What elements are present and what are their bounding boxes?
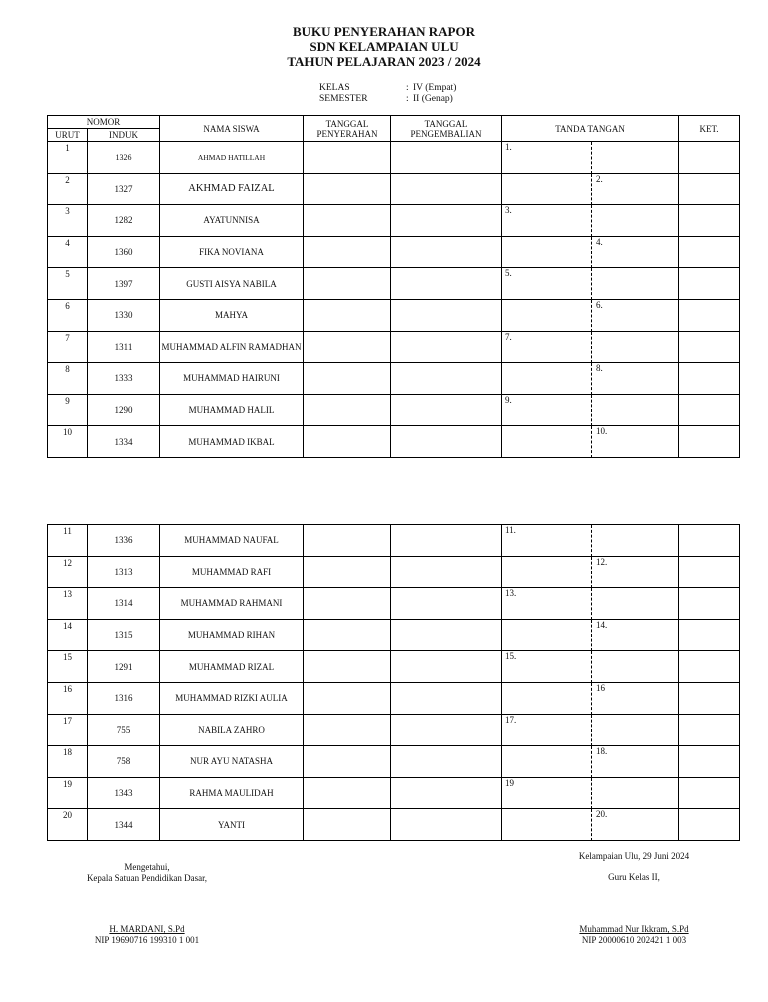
row-tgl-penyerahan[interactable] [304, 205, 391, 237]
row-nama: MUHAMMAD RIHAN [160, 619, 304, 651]
row-nama: NABILA ZAHRO [160, 714, 304, 746]
row-urut: 17 [48, 714, 88, 746]
row-signature[interactable] [502, 746, 679, 778]
table-row [48, 426, 740, 458]
table-row [48, 556, 740, 588]
signature-number: 13. [505, 588, 517, 599]
table-row [48, 588, 740, 620]
table-row [48, 236, 740, 268]
signature-divider [591, 651, 592, 683]
row-ket[interactable] [679, 142, 740, 174]
table-row [48, 363, 740, 395]
col-nama: NAMA SISWA [160, 116, 304, 142]
footer-headmaster-title: Kepala Satuan Pendidikan Dasar, [86, 873, 208, 883]
row-nama: RAHMA MAULIDAH [160, 777, 304, 809]
row-nama: MUHAMMAD NAUFAL [160, 525, 304, 557]
row-tgl-penyerahan[interactable] [304, 331, 391, 363]
row-tgl-penyerahan[interactable] [304, 299, 391, 331]
row-ket[interactable] [679, 268, 740, 300]
row-nama: MUHAMMAD IKBAL [160, 426, 304, 458]
title-line-1: BUKU PENYERAHAN RAPOR [293, 24, 475, 39]
colon: : [406, 94, 409, 104]
row-induk: 755 [88, 714, 160, 746]
row-tgl-pengembalian[interactable] [391, 205, 502, 237]
row-tgl-penyerahan[interactable] [304, 714, 391, 746]
col-tgl-penyerahan [304, 116, 391, 142]
table-part-1 [47, 115, 740, 458]
row-urut: 18 [48, 746, 88, 778]
signature-divider [591, 683, 592, 715]
signature-number: 16 [596, 682, 605, 693]
signature-number: 5. [505, 268, 512, 279]
signature-number: 14. [596, 619, 608, 630]
table-row [48, 205, 740, 237]
signature-divider [591, 237, 592, 269]
row-urut: 3 [48, 205, 88, 237]
signature-number: 10. [596, 426, 608, 437]
signature-number: 17. [505, 714, 517, 725]
row-tgl-pengembalian[interactable] [391, 299, 502, 331]
row-tgl-pengembalian[interactable] [391, 426, 502, 458]
row-induk: 1316 [88, 682, 160, 714]
row-tgl-penyerahan[interactable] [304, 236, 391, 268]
row-tgl-pengembalian[interactable] [391, 809, 502, 841]
row-urut: 15 [48, 651, 88, 683]
row-ket[interactable] [679, 777, 740, 809]
row-ket[interactable] [679, 714, 740, 746]
row-tgl-penyerahan[interactable] [304, 268, 391, 300]
row-tgl-pengembalian[interactable] [391, 619, 502, 651]
row-tgl-penyerahan[interactable] [304, 619, 391, 651]
row-induk: 1333 [88, 363, 160, 395]
teacher-nip: NIP 20000610 202421 1 003 [581, 935, 687, 945]
row-induk: 1330 [88, 299, 160, 331]
footer-date: Kelampaian Ulu, 29 Juni 2024 [578, 851, 690, 861]
signature-divider [591, 746, 592, 778]
col-tanda-tangan: TANDA TANGAN [502, 116, 679, 142]
row-nama: MUHAMMAD RIZKI AULIA [160, 682, 304, 714]
row-signature[interactable] [502, 682, 679, 714]
row-ket[interactable] [679, 809, 740, 841]
row-induk: 1344 [88, 809, 160, 841]
title-line-2: SDN KELAMPAIAN ULU [309, 39, 459, 54]
kelas-label: KELAS [319, 83, 350, 93]
signature-number: 19 [505, 777, 514, 788]
row-nama: MUHAMMAD ALFIN RAMADHAN [160, 331, 304, 363]
row-signature[interactable] [502, 236, 679, 268]
row-tgl-pengembalian[interactable] [391, 236, 502, 268]
row-signature[interactable] [502, 205, 679, 237]
row-tgl-pengembalian[interactable] [391, 682, 502, 714]
row-tgl-pengembalian[interactable] [391, 525, 502, 557]
signature-divider [591, 363, 592, 395]
row-nama: AKHMAD FAIZAL [160, 173, 304, 205]
headmaster-name: H. MARDANI, S.Pd [109, 924, 185, 934]
row-urut: 19 [48, 777, 88, 809]
row-ket[interactable] [679, 205, 740, 237]
row-induk: 1343 [88, 777, 160, 809]
row-nama: MAHYA [160, 299, 304, 331]
row-urut: 13 [48, 588, 88, 620]
table-row [48, 394, 740, 426]
row-urut: 6 [48, 299, 88, 331]
row-urut: 10 [48, 426, 88, 458]
row-tgl-penyerahan[interactable] [304, 746, 391, 778]
col-tgl-penyerahan-1: TANGGAL [325, 118, 369, 129]
row-nama: GUSTI AISYA NABILA [160, 268, 304, 300]
row-ket[interactable] [679, 331, 740, 363]
table-row [48, 619, 740, 651]
row-induk: 1313 [88, 556, 160, 588]
row-tgl-pengembalian[interactable] [391, 556, 502, 588]
colon: : [406, 83, 409, 93]
row-urut: 5 [48, 268, 88, 300]
row-signature[interactable] [502, 525, 679, 557]
col-induk: INDUK [88, 129, 160, 142]
signature-divider [591, 205, 592, 237]
footer-teacher-title: Guru Kelas II, [608, 872, 660, 882]
row-induk: 1315 [88, 619, 160, 651]
col-tgl-pengembalian-2: PENGEMBALIAN [410, 128, 482, 139]
row-ket[interactable] [679, 173, 740, 205]
row-tgl-pengembalian[interactable] [391, 588, 502, 620]
document-title [0, 24, 768, 69]
headmaster-nip: NIP 19690716 199310 1 001 [94, 935, 200, 945]
row-urut: 8 [48, 363, 88, 395]
row-tgl-penyerahan[interactable] [304, 525, 391, 557]
row-signature[interactable] [502, 173, 679, 205]
footer-right-sign [554, 924, 714, 946]
row-induk: 1290 [88, 394, 160, 426]
row-tgl-penyerahan[interactable] [304, 142, 391, 174]
row-urut: 12 [48, 556, 88, 588]
signature-divider [591, 268, 592, 300]
table-row [48, 714, 740, 746]
row-ket[interactable] [679, 588, 740, 620]
row-urut: 20 [48, 809, 88, 841]
teacher-name: Muhammad Nur Ikkram, S.Pd [579, 924, 689, 934]
signature-divider [591, 715, 592, 747]
row-nama: MUHAMMAD RIZAL [160, 651, 304, 683]
row-nama: MUHAMMAD HALIL [160, 394, 304, 426]
table-row [48, 682, 740, 714]
row-tgl-penyerahan[interactable] [304, 682, 391, 714]
row-tgl-penyerahan[interactable] [304, 363, 391, 395]
table-row [48, 142, 740, 174]
signature-divider [591, 300, 592, 332]
table-part-2 [47, 524, 740, 841]
row-induk: 1311 [88, 331, 160, 363]
row-tgl-pengembalian[interactable] [391, 394, 502, 426]
row-induk: 758 [88, 746, 160, 778]
row-induk: 1282 [88, 205, 160, 237]
row-tgl-penyerahan[interactable] [304, 809, 391, 841]
row-induk: 1360 [88, 236, 160, 268]
row-tgl-penyerahan[interactable] [304, 777, 391, 809]
row-tgl-penyerahan[interactable] [304, 173, 391, 205]
row-ket[interactable] [679, 556, 740, 588]
row-ket[interactable] [679, 426, 740, 458]
row-ket[interactable] [679, 363, 740, 395]
row-urut: 1 [48, 142, 88, 174]
row-tgl-pengembalian[interactable] [391, 173, 502, 205]
row-signature[interactable] [502, 394, 679, 426]
row-urut: 16 [48, 682, 88, 714]
row-nama: MUHAMMAD HAIRUNI [160, 363, 304, 395]
signature-number: 20. [596, 809, 608, 820]
col-tgl-pengembalian-1: TANGGAL [424, 118, 468, 129]
row-tgl-pengembalian[interactable] [391, 714, 502, 746]
signature-divider [591, 809, 592, 841]
row-induk: 1397 [88, 268, 160, 300]
row-urut: 4 [48, 236, 88, 268]
row-tgl-pengembalian[interactable] [391, 651, 502, 683]
row-induk: 1336 [88, 525, 160, 557]
row-induk: 1327 [88, 173, 160, 205]
row-signature[interactable] [502, 268, 679, 300]
table-row [48, 173, 740, 205]
row-signature[interactable] [502, 777, 679, 809]
signature-number: 1. [505, 142, 512, 152]
row-induk: 1291 [88, 651, 160, 683]
row-tgl-penyerahan[interactable] [304, 588, 391, 620]
table-row [48, 331, 740, 363]
row-induk: 1334 [88, 426, 160, 458]
row-urut: 7 [48, 331, 88, 363]
col-nomor: NOMOR [48, 116, 160, 129]
row-urut: 9 [48, 394, 88, 426]
row-ket[interactable] [679, 746, 740, 778]
signature-number: 12. [596, 556, 608, 567]
signature-number: 8. [596, 363, 603, 374]
signature-number: 7. [505, 331, 512, 342]
row-tgl-penyerahan[interactable] [304, 394, 391, 426]
row-signature[interactable] [502, 651, 679, 683]
col-urut: URUT [48, 129, 88, 142]
semester-value: II (Genap) [413, 94, 453, 104]
signature-number: 18. [596, 746, 608, 757]
footer-right [554, 851, 714, 883]
row-tgl-penyerahan[interactable] [304, 556, 391, 588]
row-nama: MUHAMMAD RAHMANI [160, 588, 304, 620]
row-ket[interactable] [679, 299, 740, 331]
kelas-value: IV (Empat) [413, 83, 457, 93]
table-row [48, 651, 740, 683]
row-tgl-penyerahan[interactable] [304, 426, 391, 458]
row-ket[interactable] [679, 682, 740, 714]
row-ket[interactable] [679, 394, 740, 426]
row-tgl-pengembalian[interactable] [391, 746, 502, 778]
signature-divider [591, 426, 592, 458]
signature-divider [591, 557, 592, 589]
row-urut: 2 [48, 173, 88, 205]
signature-number: 4. [596, 236, 603, 247]
table-row [48, 777, 740, 809]
row-ket[interactable] [679, 651, 740, 683]
row-signature[interactable] [502, 363, 679, 395]
row-ket[interactable] [679, 619, 740, 651]
class-info [319, 83, 456, 105]
footer-left-sign [57, 924, 237, 946]
signature-number: 11. [505, 525, 516, 535]
row-nama: FIKA NOVIANA [160, 236, 304, 268]
row-tgl-pengembalian[interactable] [391, 331, 502, 363]
row-urut: 14 [48, 619, 88, 651]
row-tgl-pengembalian[interactable] [391, 142, 502, 174]
row-signature[interactable] [502, 619, 679, 651]
col-ket: KET. [679, 116, 740, 142]
signature-divider [591, 525, 592, 557]
row-nama: AYATUNNISA [160, 205, 304, 237]
semester-label: SEMESTER [319, 94, 368, 104]
row-tgl-pengembalian[interactable] [391, 363, 502, 395]
row-signature[interactable] [502, 809, 679, 841]
footer-left [57, 862, 237, 884]
row-nama: MUHAMMAD RAFI [160, 556, 304, 588]
table-row [48, 809, 740, 841]
table-row [48, 746, 740, 778]
row-urut: 11 [48, 525, 88, 557]
row-induk: 1326 [88, 142, 160, 174]
signature-divider [591, 332, 592, 364]
row-signature[interactable] [502, 142, 679, 174]
row-tgl-penyerahan[interactable] [304, 651, 391, 683]
row-tgl-pengembalian[interactable] [391, 268, 502, 300]
row-signature[interactable] [502, 588, 679, 620]
col-tgl-penyerahan-2: PENYERAHAN [316, 128, 378, 139]
title-line-3: TAHUN PELAJARAN 2023 / 2024 [287, 54, 481, 69]
table-row [48, 268, 740, 300]
row-ket[interactable] [679, 236, 740, 268]
row-nama: AHMAD HATILLAH [160, 142, 304, 174]
signature-divider [591, 142, 592, 174]
signature-divider [591, 620, 592, 652]
row-induk: 1314 [88, 588, 160, 620]
signature-number: 6. [596, 299, 603, 310]
row-signature[interactable] [502, 299, 679, 331]
table-row [48, 525, 740, 557]
signature-number: 15. [505, 651, 517, 662]
row-ket[interactable] [679, 525, 740, 557]
row-signature[interactable] [502, 714, 679, 746]
row-signature[interactable] [502, 426, 679, 458]
table-row [48, 299, 740, 331]
signature-divider [591, 395, 592, 427]
signature-divider [591, 588, 592, 620]
row-signature[interactable] [502, 556, 679, 588]
row-tgl-pengembalian[interactable] [391, 777, 502, 809]
signature-divider [591, 174, 592, 206]
signature-number: 9. [505, 394, 512, 405]
row-signature[interactable] [502, 331, 679, 363]
signature-number: 3. [505, 205, 512, 216]
row-nama: YANTI [160, 809, 304, 841]
col-tgl-pengembalian [391, 116, 502, 142]
signature-divider [591, 778, 592, 810]
row-nama: NUR AYU NATASHA [160, 746, 304, 778]
signature-number: 2. [596, 173, 603, 184]
footer-known: Mengetahui, [124, 862, 170, 872]
